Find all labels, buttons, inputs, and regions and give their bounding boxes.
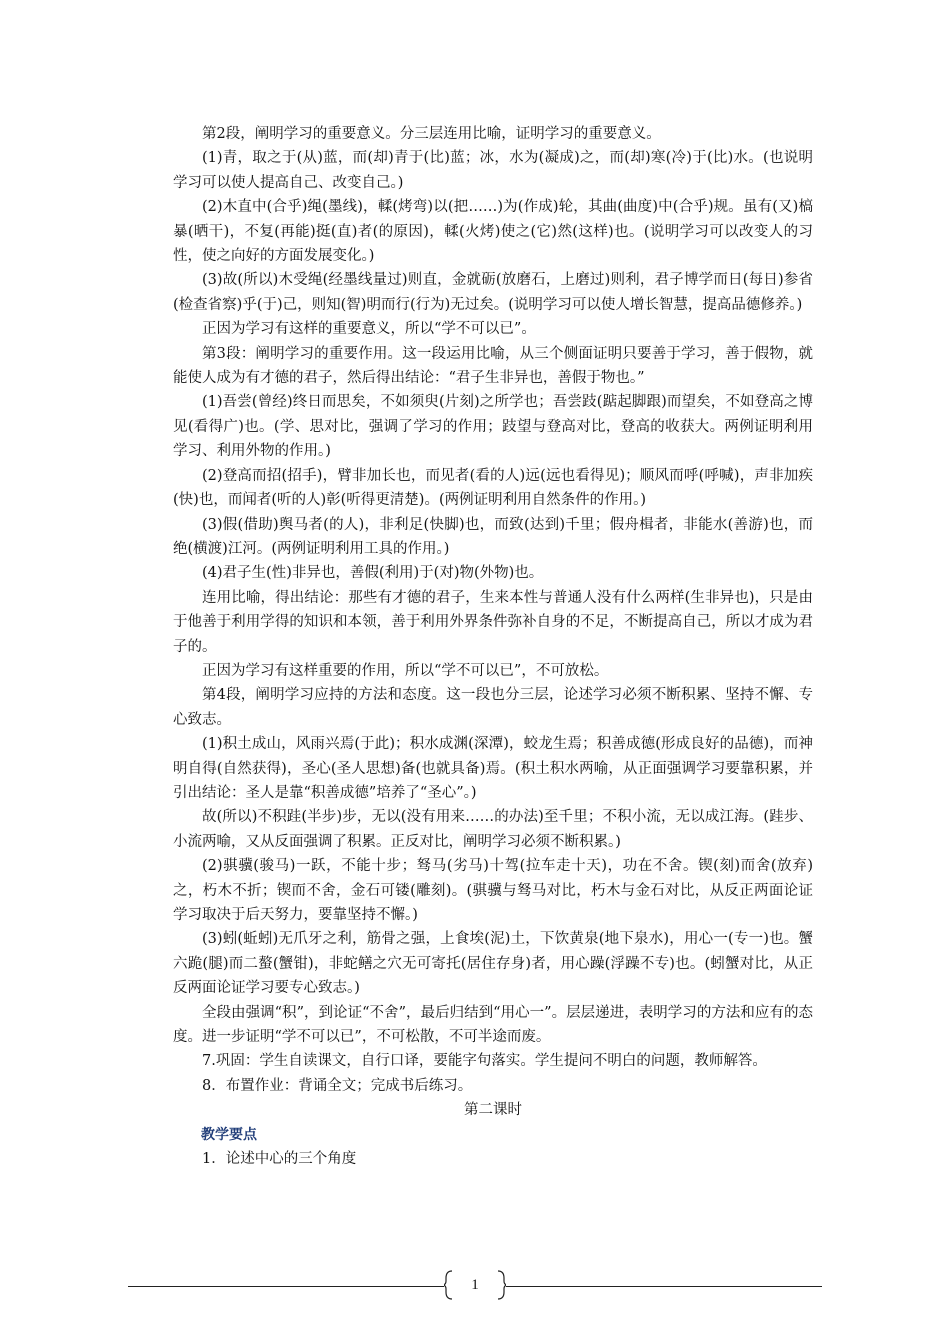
paragraph: (4)君子生(性)非异也，善假(利用)于(对)物(外物)也。	[202, 565, 544, 582]
paragraph: (3)蚓(蚯蚓)无爪牙之利，筋骨之强，上食埃(泥)土，下饮黄泉(地下泉水)，用心一(专一)也。蟹六跪(腿)而二螯(蟹钳)，非蛇鳝之穴无可寄托(居住存身)者，用心躁(浮躁不专)也。(蚓蟹对比，从正反两面论证学习要专心致志。)	[173, 931, 813, 997]
paragraph: 8．布置作业：背诵全文；完成书后练习。	[202, 1077, 473, 1094]
paragraph: 第4段，阐明学习应持的方法和态度。这一段也分三层，论述学习必须不断积累、坚持不懈、专心致志。	[173, 687, 813, 728]
paragraph: 第2段，阐明学习的重要意义。分三层连用比喻，证明学习的重要意义。	[202, 126, 661, 142]
paragraph: 7.巩固：学生自读课文，自行口译，要能字句落实。学生提问不明白的问题，教师解答。	[202, 1053, 767, 1070]
paragraph: 故(所以)不积跬(半步)步，无以(没有用来……的办法)至千里；不积小流，无以成江海。(跬步、小流两喻，又从反面强调了积累。正反对比，阐明学习必须不断积累。)	[173, 809, 813, 850]
paragraph: (2)木直中(合乎)绳(墨线)，輮(烤弯)以(把……)为(作成)轮，其曲(曲度)中(合乎)规。虽有(又)槁暴(晒干)，不复(再能)挺(直)者(的原因)，輮(火烤)使之(它)然(这样)也。(说明学习可以改变人的习性，使之向好的方面发展变化。)	[173, 199, 813, 265]
footer-rule-right	[506, 1286, 822, 1287]
paragraph: (2)骐骥(骏马)一跃，不能十步；驽马(劣马)十驾(拉车走十天)，功在不舍。锲(刻)而舍(放弃)之，朽木不折；锲而不舍，金石可镂(雕刻)。(骐骥与驽马对比，朽木与金石对比，从反正两面论证学习取决于后天努力，要靠坚持不懈。)	[173, 858, 813, 923]
lesson-heading: 第二课时	[464, 1102, 522, 1119]
paragraph: 正因为学习有这样的重要意义，所以“学不可以已”。	[202, 321, 536, 338]
document-body	[173, 122, 813, 1171]
paragraph: (1)青，取之于(从)蓝，而(却)青于(比)蓝；冰，水为(凝成)之，而(却)寒(冷)于(比)水。(也说明学习可以使人提高自己、改变自己。)	[173, 150, 813, 191]
paragraph: (2)登高而招(招手)，臂非加长也，而见者(看的人)远(远也看得见)；顺风而呼(呼喊)，声非加疾(快)也，而闻者(听的人)彰(听得更清楚)。(两例证明利用自然条件的作用。)	[173, 467, 813, 509]
page-number-text: 1	[471, 1277, 479, 1293]
paragraph: 第3段：阐明学习的重要作用。这一段运用比喻，从三个侧面证明只要善于学习，善于假物，就能使人成为有才德的君子，然后得出结论：“君子生非异也，善假于物也。”	[173, 345, 813, 387]
page-number	[444, 1268, 506, 1302]
paragraph: 全段由强调“积”，到论证“不舍”，最后归结到“用心一”。层层递进，表明学习的方法和应有的态度。进一步证明“学不可以已”，不可松散，不可半途而废。	[173, 1004, 813, 1046]
paragraph: (3)故(所以)木受绳(经墨线量过)则直，金就砺(放磨石，上磨过)则利，君子博学而日(每日)参省(检查省察)乎(于)己，则知(智)明而行(行为)无过矣。(说明学习可以使人增长智慧，提高品德修养。)	[173, 272, 813, 313]
teaching-point: 1．论述中心的三个角度	[202, 1151, 357, 1168]
paragraph: 正因为学习有这样重要的作用，所以“学不可以已”，不可放松。	[202, 662, 609, 679]
section-heading: 教学要点	[201, 1126, 257, 1143]
paragraph: 连用比喻，得出结论：那些有才德的君子，生来本性与普通人没有什么两样(生非异也)，只是由于他善于利用学得的知识和本领，善于利用外界条件弥补自身的不足，不断提高自己，所以才成为君子的。	[173, 589, 813, 655]
paragraph: (1)吾尝(曾经)终日而思矣，不如须臾(片刻)之所学也；吾尝跂(踮起脚跟)而望矣，不如登高之博见(看得广)也。(学、思对比，强调了学习的作用；跂望与登高对比，登高的收获大。两例证明利用学习、利用外物的作用。)	[173, 394, 813, 460]
page-footer	[0, 1262, 950, 1302]
footer-rule-left	[128, 1286, 444, 1287]
paragraph: (1)积土成山，风雨兴焉(于此)；积水成渊(深潭)，蛟龙生焉；积善成德(形成良好的品德)，而神明自得(自然获得)，圣心(圣人思想)备(也就具备)焉。(积土积水两喻，从正面强调学习要靠积累，并引出结论：圣人是靠“积善成德”培养了“圣心”。)	[173, 736, 813, 801]
paragraph: (3)假(借助)舆马者(的人)，非利足(快脚)也，而致(达到)千里；假舟楫者，非能水(善游)也，而绝(横渡)江河。(两例证明利用工具的作用。)	[173, 516, 813, 557]
